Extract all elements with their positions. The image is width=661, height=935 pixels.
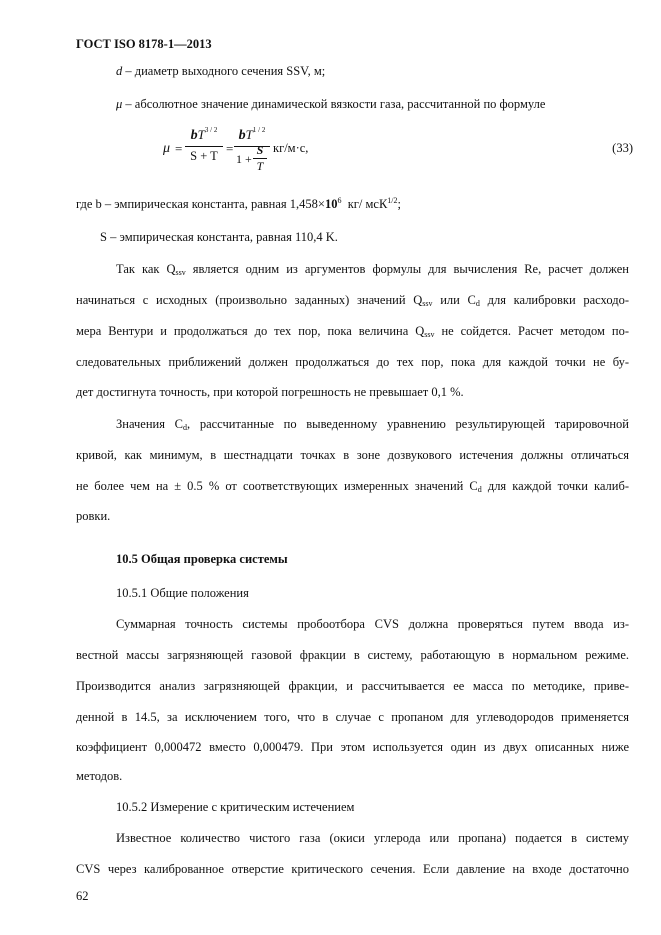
text: начинаться с исходных (произвольно заданных) значений Q xyxy=(76,293,423,307)
p1-line-3 xyxy=(76,324,629,339)
subscript: ssv xyxy=(424,330,435,339)
text: для калибровки расходо- xyxy=(479,293,629,307)
text: , рассчитанные по выведенному уравнению результирующей тарировочной xyxy=(187,417,629,431)
formula-T-2: T xyxy=(245,127,253,142)
p2-line-4: ровки. xyxy=(76,509,111,523)
text: является одним из аргументов формулы для вычисления Re, расчет должен xyxy=(185,262,629,276)
p4-line-1: Известное количество чистого газа (окиси углерода или пропана) подается в систему xyxy=(116,831,629,845)
formula-b-2: b xyxy=(238,128,246,143)
formula-unit: кг/м·с, xyxy=(273,141,309,155)
b-line-end: ; xyxy=(397,197,402,211)
text: не сойдется. Расчет методом по- xyxy=(434,324,630,338)
p3-line-5: коэффициент 0,000472 вместо 0,000479. При этом используется один из двух описанных ниже xyxy=(76,740,629,754)
b-line-unit: кг/ мсК xyxy=(341,197,388,211)
p3-line-2: вестной массы загрязняющей газовой фракции в систему, работающую в нормальном режиме. xyxy=(76,648,629,662)
text: мера Вентури и продолжаться до тех пор, пока величина Q xyxy=(76,324,425,338)
formula-T-1: T xyxy=(197,127,205,142)
formula-one-plus: 1 + xyxy=(236,152,252,166)
text: не более чем на ± 0.5 % от соответствующих измеренных значений C xyxy=(76,479,478,493)
subscript: d xyxy=(183,423,187,432)
s-constant-line: S – эмпирическая константа, равная 110,4 K. xyxy=(100,230,338,244)
text: или C xyxy=(432,293,476,307)
fraction-1-denominator: S + T xyxy=(190,149,218,163)
formula-eq-2: = xyxy=(226,141,234,156)
p3-line-6: методов. xyxy=(76,769,123,783)
definition-d xyxy=(116,64,325,79)
subscript: ssv xyxy=(175,268,186,277)
formula-exp-2: 1 / 2 xyxy=(252,126,266,134)
formula-number: (33) xyxy=(612,141,633,155)
inner-fraction-denominator: T xyxy=(256,159,264,173)
fraction-1 xyxy=(185,126,223,164)
p3-line-1: Суммарная точность системы пробоотбора CVS должна проверяться путем ввода из- xyxy=(116,617,629,631)
subsection-10-5-1: 10.5.1 Общие положения xyxy=(116,586,249,600)
formula-33 xyxy=(163,126,633,186)
formula-b-1: b xyxy=(190,128,198,143)
definition-mu-text: – абсолютное значение динамической вязкости газа, рассчитанной по формуле xyxy=(122,97,546,111)
fraction-1-numerator xyxy=(185,126,223,144)
b-constant-line xyxy=(76,197,401,212)
b-line-exponent: 6 xyxy=(337,196,342,205)
p1-line-2 xyxy=(76,293,629,308)
text: Так как Q xyxy=(116,262,176,276)
fraction-2-numerator xyxy=(234,126,270,144)
subscript: ssv xyxy=(422,299,433,308)
text: Значения C xyxy=(116,417,183,431)
inner-fraction xyxy=(253,144,267,173)
subscript: d xyxy=(477,485,482,494)
p3-line-4: денной в 14.5, за исключением того, что в случае с пропаном для углеводородов применяется xyxy=(76,710,629,724)
p1-line-4: следовательных приближений должен продолжаться до тех пор, пока для каждой точки не бу- xyxy=(76,355,629,369)
symbol-d: d xyxy=(116,64,123,78)
formula-exp-1: 3 / 2 xyxy=(204,126,218,134)
p2-line-3 xyxy=(76,479,629,494)
definition-d-text: – диаметр выходного сечения SSV, м; xyxy=(122,64,326,78)
p3-line-3: Производится анализ загрязняющей фракции, и рассчитывается ее масса по методике, приве- xyxy=(76,679,629,693)
p4-line-2: CVS через калиброванное отверстие критического сечения. Если давление на входе достаточно xyxy=(76,862,629,876)
b-line-mantissa: 10 xyxy=(324,197,338,211)
text: для каждой точки калиб- xyxy=(481,479,629,493)
b-line-unit-exponent: 1/2 xyxy=(387,196,398,205)
inner-fraction-numerator: S xyxy=(256,143,264,157)
definition-mu xyxy=(116,97,545,112)
symbol-mu: μ xyxy=(116,97,123,111)
subscript: d xyxy=(475,299,480,308)
fraction-1-bar xyxy=(185,146,223,147)
p1-line-1 xyxy=(116,262,629,277)
b-line-pre: где b – эмпирическая константа, равная 1,458× xyxy=(76,197,325,211)
section-title: 10.5 Общая проверка системы xyxy=(116,552,288,566)
formula-eq-1: = xyxy=(175,141,183,156)
p1-line-5: дет достигнута точность, при которой погрешность не превышает 0,1 %. xyxy=(76,385,464,399)
p2-line-2: кривой, как минимум, в шестнадцати точках в зоне дозвукового истечения должны отличаться xyxy=(76,448,629,462)
page-number: 62 xyxy=(76,889,89,903)
formula-lhs: μ xyxy=(163,141,171,156)
p2-line-1 xyxy=(116,417,629,432)
document-header: ГОСТ ISO 8178-1—2013 xyxy=(76,37,212,51)
subsection-10-5-2: 10.5.2 Измерение с критическим истечением xyxy=(116,800,355,814)
